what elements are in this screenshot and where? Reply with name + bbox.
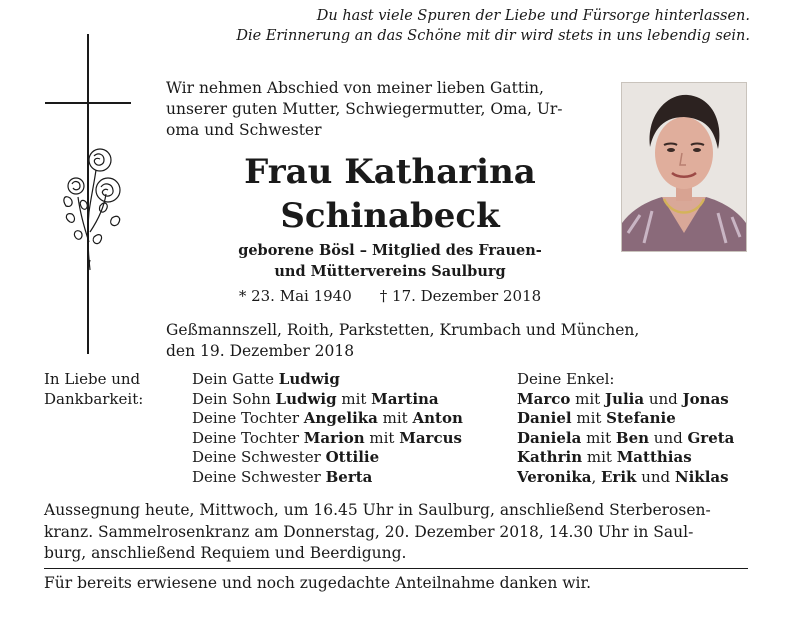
divider [44,568,748,569]
family-relation: Dein Gatte [192,370,279,388]
maiden-line-1: geborene Bösl – Mitglied des Frauen- [238,242,542,259]
intro-line-2: unserer guten Mutter, Schwiegermutter, Oma, Ur- [166,100,563,118]
service-info [44,500,748,565]
birth-date: * 23. Mai 1940 [238,287,352,305]
place-line-1: Geßmannszell, Roith, Parkstetten, Krumbach und München, [166,321,640,339]
family-relation: Deine Tochter [192,409,304,427]
family-relation: Dein Sohn [192,389,276,408]
label-line-1: In Liebe und [44,370,141,388]
family-name: Marion [303,428,365,447]
grandchild-row [517,429,757,449]
grandchild-name: Ben [615,428,650,447]
family-relation: Deine Tochter [192,428,304,447]
intro-text [166,78,606,141]
name-line-2: Schinabeck [280,196,500,236]
family-partner: Martina [371,389,439,408]
connector: , [591,467,601,486]
grandchild-name: Matthias [616,448,692,466]
maiden-name [168,240,612,282]
grandchild-name: Marco [517,389,571,408]
grandchild-name: Erik [600,467,637,486]
maiden-line-2: und Müttervereins Saulburg [274,263,506,280]
label-line-2: Dankbarkeit: [44,389,144,408]
portrait-photo [621,82,747,252]
grandchild-row [517,390,757,410]
intro-line-3: oma und Schwester [166,121,322,139]
grandchildren-list [517,370,757,487]
connector: mit [581,428,616,447]
service-line-2: kranz. Sammelrosenkranz am Donnerstag, 20. Dezember 2018, 14.30 Uhr in Saul- [44,522,694,541]
motto [210,6,750,46]
family-partner: Anton [412,409,463,427]
family-row [192,370,512,390]
place-date [166,320,756,362]
family-row [192,390,512,410]
family-row [192,448,512,468]
grandchild-name: Veronika [517,467,592,486]
grandchild-name: Julia [604,389,645,408]
service-line-1: Aussegnung heute, Mittwoch, um 16.45 Uhr in Saulburg, anschließend Sterberosen- [44,501,711,519]
grandchild-name: Stefanie [606,409,676,427]
family-row [192,468,512,488]
life-dates [168,286,612,306]
name-line-1: Frau Katharina [244,152,536,192]
grandchildren-label: Deine Enkel: [517,370,615,388]
grandchild-name: Niklas [674,467,729,486]
family-name: Angelika [303,409,378,427]
connector: und [636,467,675,486]
family-partner: Marcus [399,428,462,447]
connector: und [649,428,688,447]
family-name: Berta [325,467,373,486]
family-list [192,370,512,487]
intro-line-1: Wir nehmen Abschied von meiner lieben Gattin, [166,79,544,97]
deceased-name [160,150,620,238]
family-connector: mit [364,428,400,447]
grandchild-name: Kathrin [517,448,583,466]
thanks-note: Für bereits erwiesene und noch zugedachte Anteilnahme danken wir. [44,574,592,592]
grandchild-row [517,468,757,488]
family-connector: mit [377,409,413,427]
grandchild-name: Daniel [517,409,572,427]
connector: mit [582,448,617,466]
grandchild-row [517,448,757,468]
family-row [192,409,512,429]
family-name: Ludwig [278,370,340,388]
grandchild-name: Greta [687,428,735,447]
connector: und [644,389,683,408]
grandchild-name: Jonas [682,389,729,408]
mourners-label [44,370,184,409]
family-relation: Deine Schwester [192,467,326,486]
connector: mit [570,389,605,408]
motto-line-2: Die Erinnerung an das Schöne mit dir wird stets in uns lebendig sein. [236,28,750,44]
family-name: Ottilie [325,448,380,466]
service-line-3: burg, anschließend Requiem und Beerdigung. [44,544,407,562]
family-connector: mit [336,389,372,408]
place-line-2: den 19. Dezember 2018 [166,342,355,360]
grandchild-name: Daniela [517,428,582,447]
death-date: † 17. Dezember 2018 [379,287,542,305]
motto-line-1: Du hast viele Spuren der Liebe und Fürsorge hinterlassen. [316,8,750,24]
family-name: Ludwig [275,389,337,408]
cross-bar [45,102,131,104]
rose-icon [56,142,128,278]
family-relation: Deine Schwester [192,448,326,466]
grandchild-row [517,409,757,429]
connector: mit [571,409,607,427]
family-row [192,429,512,449]
